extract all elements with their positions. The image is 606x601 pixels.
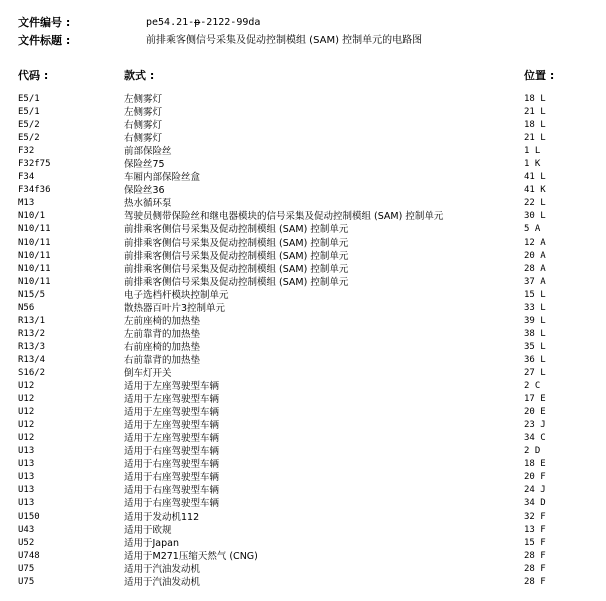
component-position: 20 F: [524, 472, 546, 483]
component-position: 15 F: [524, 537, 546, 548]
component-code: R13/2: [18, 328, 46, 339]
component-description: 驾驶员侧带保险丝和继电器模块的信号采集及促动控制模组 (SAM) 控制单元: [124, 211, 444, 223]
component-position: 36 L: [524, 354, 546, 365]
component-position: 18 L: [524, 94, 546, 104]
component-position: 32 F: [524, 511, 546, 522]
component-code: U150: [18, 511, 40, 522]
component-code: U12: [18, 420, 35, 431]
component-position: 22 L: [524, 198, 546, 209]
component-code: R13/3: [18, 341, 46, 352]
component-code: R13/1: [18, 315, 46, 326]
component-position: 34 D: [524, 498, 546, 509]
component-description: 适用于左座驾驶型车辆: [124, 394, 220, 406]
component-code: E5/2: [18, 133, 40, 144]
component-position: 28 F: [524, 563, 546, 574]
column-headers: [18, 67, 580, 83]
component-position: 34 C: [524, 433, 546, 444]
document-header: [18, 14, 598, 50]
component-description: 适用于汽油发动机: [124, 563, 201, 575]
list-item: [18, 223, 580, 236]
doc-title-row: [18, 32, 598, 50]
component-position: 24 J: [524, 485, 546, 496]
component-description: 右侧雾灯: [124, 120, 163, 132]
component-code: U43: [18, 524, 35, 535]
component-description: 适用于左座驾驶型车辆: [124, 420, 220, 432]
component-code: N15/5: [18, 289, 46, 300]
component-position: 21 L: [524, 133, 546, 144]
doc-number-prefix: pe54.21-: [146, 17, 195, 28]
component-code: N10/11: [18, 224, 51, 235]
component-position: 28 F: [524, 576, 546, 587]
component-description: 左侧雾灯: [124, 107, 163, 119]
list-item: [18, 197, 580, 210]
component-code: U12: [18, 394, 35, 405]
component-code: U12: [18, 433, 35, 444]
list-item: [18, 550, 580, 563]
component-position: 33 L: [524, 302, 546, 313]
component-position: 28 A: [524, 263, 546, 274]
component-code: E5/1: [18, 94, 40, 104]
component-code: U13: [18, 485, 35, 496]
component-code: F34: [18, 172, 35, 183]
component-description: 前排乘客侧信号采集及促动控制模组 (SAM) 控制单元: [124, 224, 349, 236]
component-code: U75: [18, 563, 35, 574]
doc-number-suffix: -2122-99da: [200, 17, 261, 28]
list-item: [18, 432, 580, 445]
component-position: 39 L: [524, 315, 546, 326]
component-code: U52: [18, 537, 35, 548]
component-position: 18 E: [524, 459, 546, 470]
component-description: 右前座椅的加热垫: [124, 341, 201, 353]
component-description: 保险丝75: [124, 159, 165, 171]
component-position: 21 L: [524, 107, 546, 118]
component-description: 适用于M271压缩天然气 (CNG): [124, 550, 258, 562]
component-description: 适用于右座驾驶型车辆: [124, 485, 220, 497]
component-position: 41 K: [524, 185, 546, 196]
component-description: 左前座椅的加热垫: [124, 315, 201, 327]
component-position: 35 L: [524, 341, 546, 352]
component-position: 12 A: [524, 237, 546, 248]
list-item: [18, 497, 580, 510]
component-description: 保险丝36: [124, 185, 165, 197]
component-code: E5/2: [18, 120, 40, 131]
list-item: [18, 93, 580, 106]
component-description: 适用于左座驾驶型车辆: [124, 407, 220, 419]
component-code: U13: [18, 459, 35, 470]
list-item: [18, 250, 580, 263]
component-code: U12: [18, 381, 35, 392]
list-item: [18, 237, 580, 250]
component-description: 前排乘客侧信号采集及促动控制模组 (SAM) 控制单元: [124, 263, 349, 275]
list-item: [18, 184, 580, 197]
component-code: N10/11: [18, 250, 51, 261]
component-description: 适用于右座驾驶型车辆: [124, 472, 220, 484]
list-item: [18, 289, 580, 302]
component-position: 17 E: [524, 394, 546, 405]
list-item: [18, 367, 580, 380]
component-position: 2 D: [524, 446, 541, 457]
doc-title-label: 文件标题 :: [18, 34, 71, 47]
component-list: [18, 93, 580, 589]
component-position: 38 L: [524, 328, 546, 339]
component-description: 右侧雾灯: [124, 133, 163, 145]
list-item: [18, 276, 580, 289]
component-description: 右前靠背的加热垫: [124, 354, 201, 366]
list-item: [18, 458, 580, 471]
component-code: N10/1: [18, 211, 46, 222]
component-position: 1 L: [524, 146, 541, 157]
list-item: [18, 445, 580, 458]
component-code: E5/1: [18, 107, 40, 118]
component-position: 5 A: [524, 224, 541, 235]
component-description: 适用于左座驾驶型车辆: [124, 433, 220, 445]
component-position: 20 A: [524, 250, 546, 261]
list-item: [18, 354, 580, 367]
component-position: 41 L: [524, 172, 546, 183]
component-code: N56: [18, 302, 35, 313]
list-item: [18, 576, 580, 589]
component-position: 23 J: [524, 420, 546, 431]
component-position: 1 K: [524, 159, 541, 170]
list-item: [18, 471, 580, 484]
list-item: [18, 171, 580, 184]
component-description: 前排乘客侧信号采集及促动控制模组 (SAM) 控制单元: [124, 276, 349, 288]
component-description: 车厢内部保险丝盒: [124, 172, 201, 184]
component-position: 15 L: [524, 289, 546, 300]
component-description: 适用于欧规: [124, 524, 172, 536]
component-code: S16/2: [18, 367, 46, 378]
doc-number-value: [146, 14, 260, 32]
component-position: 27 L: [524, 367, 546, 378]
list-item: [18, 511, 580, 524]
list-item: [18, 563, 580, 576]
list-item: [18, 106, 580, 119]
list-item: [18, 484, 580, 497]
component-description: 适用于汽油发动机: [124, 576, 201, 588]
component-position: 20 E: [524, 407, 546, 418]
list-item: [18, 419, 580, 432]
component-description: 前排乘客侧信号采集及促动控制模组 (SAM) 控制单元: [124, 250, 349, 262]
component-code: F34f36: [18, 185, 51, 196]
list-item: [18, 210, 580, 223]
component-code: U748: [18, 550, 40, 561]
column-header-position: 位置 :: [524, 69, 555, 82]
column-header-code: 代码 :: [18, 69, 49, 82]
component-position: 18 L: [524, 120, 546, 131]
column-header-item: 款式 :: [124, 69, 155, 82]
component-code: R13/4: [18, 354, 46, 365]
component-position: 2 C: [524, 381, 541, 392]
component-description: 倒车灯开关: [124, 367, 172, 379]
component-description: 适用于右座驾驶型车辆: [124, 498, 220, 510]
list-item: [18, 524, 580, 537]
list-item: [18, 341, 580, 354]
list-item: [18, 393, 580, 406]
component-description: 适用于右座驾驶型车辆: [124, 459, 220, 471]
component-description: 适用于Japan: [124, 537, 179, 549]
component-description: 左侧雾灯: [124, 94, 163, 105]
list-item: [18, 315, 580, 328]
component-position: 28 F: [524, 550, 546, 561]
component-code: N10/11: [18, 276, 51, 287]
list-item: [18, 158, 580, 171]
list-item: [18, 302, 580, 315]
component-description: 左前靠背的加热垫: [124, 328, 201, 340]
component-code: F32: [18, 146, 35, 157]
list-item: [18, 380, 580, 393]
component-code: U12: [18, 407, 35, 418]
component-description: 前部保险丝: [124, 146, 172, 158]
component-description: 前排乘客侧信号采集及促动控制模组 (SAM) 控制单元: [124, 237, 349, 249]
component-description: 散热器百叶片3控制单元: [124, 302, 226, 314]
component-description: 电子选档杆模块控制单元: [124, 289, 229, 301]
doc-number-row: [18, 14, 598, 32]
component-code: U13: [18, 498, 35, 509]
component-position: 37 A: [524, 276, 546, 287]
doc-title-value: 前排乘客侧信号采集及促动控制模组 (SAM) 控制单元的电路图: [146, 35, 423, 46]
component-position: 13 F: [524, 524, 546, 535]
list-item: [18, 537, 580, 550]
component-description: 热水循环泵: [124, 198, 172, 210]
component-description: 适用于发动机112: [124, 511, 200, 523]
component-description: 适用于左座驾驶型车辆: [124, 381, 220, 393]
list-item: [18, 119, 580, 132]
component-code: U13: [18, 472, 35, 483]
list-item: [18, 132, 580, 145]
component-code: F32f75: [18, 159, 51, 170]
component-code: M13: [18, 198, 35, 209]
component-description: 适用于右座驾驶型车辆: [124, 446, 220, 458]
component-code: U75: [18, 576, 35, 587]
doc-number-struck: p: [194, 17, 201, 28]
list-item: [18, 328, 580, 341]
list-item: [18, 145, 580, 158]
list-item: [18, 263, 580, 276]
component-code: U13: [18, 446, 35, 457]
doc-number-label: 文件编号 :: [18, 16, 71, 29]
list-item: [18, 406, 580, 419]
component-code: N10/11: [18, 237, 51, 248]
component-position: 30 L: [524, 211, 546, 222]
component-code: N10/11: [18, 263, 51, 274]
